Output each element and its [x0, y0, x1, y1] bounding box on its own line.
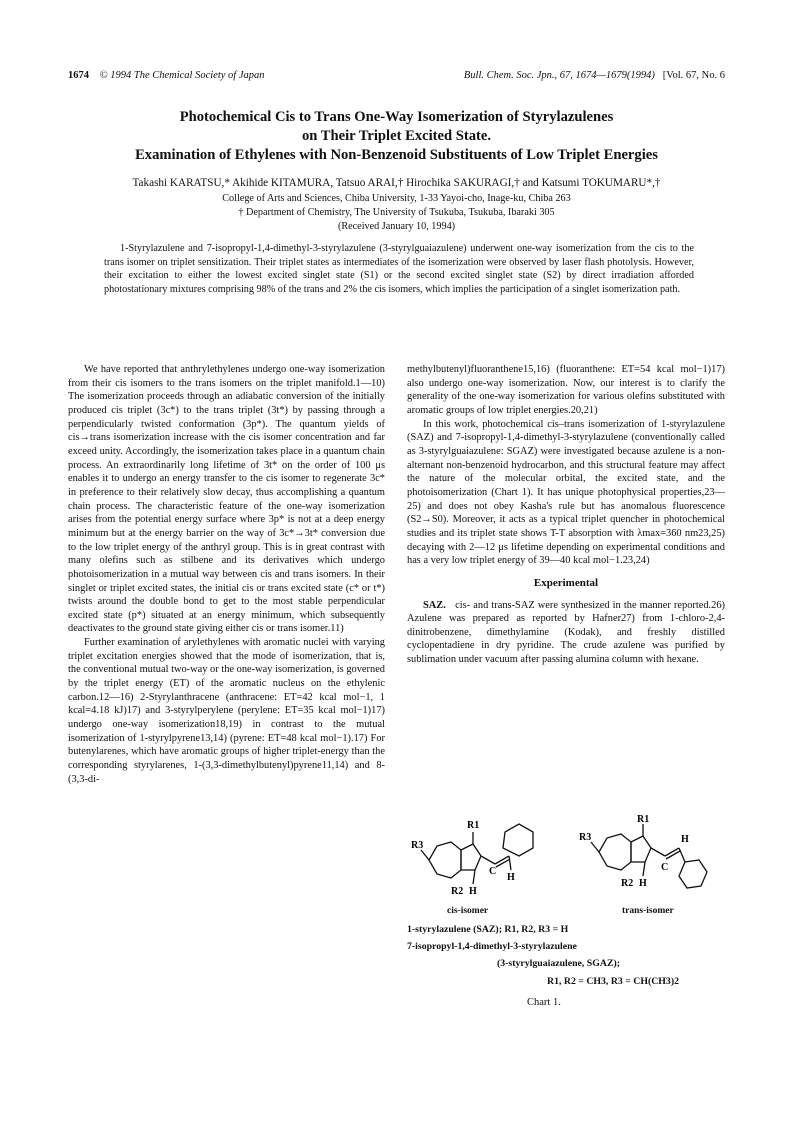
title-line-3: Examination of Ethylenes with Non-Benzenoid Substituents of Low Triplet Energies [135, 147, 658, 163]
title-line-2: on Their Triplet Excited State. [301, 128, 492, 144]
trans-h2: H [681, 834, 689, 845]
cis-r2: R2 [451, 886, 464, 897]
journal-citation: Bull. Chem. Soc. Jpn., 67, 1674—1679(1994) [463, 70, 655, 81]
trans-r1: R1 [637, 814, 650, 825]
cis-h2: H [507, 872, 515, 883]
experimental-paragraph [407, 599, 725, 667]
abstract: 1-Styrylazulene and 7-isopropyl-1,4-dimethyl-3-styrylazulene (3-styrylguaiazulene) underwent one-way isomerization from the cis to the trans isomer on triplet sensitization. Their triplet states as intermediates of the isomerization were observed by laser flash photolysis. However, their excitation to either the lowest excited singlet state (S1) or the second excited singlet state (S2) by direct irradiation afforded photostationary mixtures comprising 98% of the trans and 2% the cis isomers, which implies the participation of a singlet isomerization path. [104, 243, 694, 295]
trans-structure [591, 824, 707, 888]
section-heading-experimental: Experimental [533, 576, 599, 589]
trans-phenyl-ring [679, 860, 707, 888]
copyright-notice: © 1994 The Chemical Society of Japan [99, 70, 265, 81]
right-column [407, 363, 725, 667]
cis-seven-ring [429, 842, 461, 878]
trans-seven-ring [599, 834, 631, 870]
trans-isomer-label: trans-isomer [622, 906, 674, 916]
chart-1 [407, 812, 725, 1012]
chart-line-3: (3-styrylguaiazulene, SGAZ); [497, 958, 620, 969]
chart-line-1: 1-styrylazulene (SAZ); R1, R2, R3 = H [407, 924, 569, 935]
subsection-label-saz: SAZ. [423, 599, 446, 611]
cis-r1: R1 [467, 820, 480, 831]
experimental-text: cis- and trans-SAZ were synthesized in the manner reported.26) Azulene was prepared as reported by Hafner27) from 1-chloro-2,4-dinitrobenzene, dimethylamine (Kodak), and freshly distilled cyclopentadiene in dry pyridine. The crude azulene was purified by sublimation under vacuum after passing alumina column with hexane. [407, 599, 725, 666]
paper-title [68, 108, 725, 165]
cis-five-ring [461, 844, 481, 870]
page-number: 1674 [68, 70, 89, 81]
trans-h: H [639, 878, 647, 889]
intro-paragraph-4: In this work, photochemical cis–trans isomerization of 1-styrylazulene (SAZ) and 7-isopropyl-1,4-dimethyl-3-styrylazulene (conventionally called as 3-styrylguaiazulene: SGAZ) were investigated because azulene is a non-alternant non-benzenoid hydrocarbon, and this structural feature may affect the nature of the molecular orbital, the excited state, and the photoisomerization (Chart 1). It has unique photophysical properties,23—25) and does not obey Kasha's rule but has anomalous fluorescence (S2→S0). Moreover, it acts as a typical triplet quencher in photochemical studies and its triplet state shows T-T absorption with λmax=360 nm23,25) decaying with 2—12 μs lifetime depending on experimental conditions and has a very low triplet energy of 39—40 kcal mol−1.23,24) [407, 418, 725, 567]
header-right [464, 70, 725, 81]
intro-paragraph-2: Further examination of arylethylenes with aromatic nuclei with varying triplet excitation energies showed that the mode of isomerization, that is, the conventional mutual two-way or the one-way isomerization, is governed by the triplet energy (ET) of the aromatic nucleus on the ethylenic carbon.12—16) 2-Styrylanthracene (anthracene: ET=42 kcal mol−1, 1 kcal=4.18 kJ)17) and 3-styrylperylene (perylene: ET=35 kcal mol−1)17) undergo one-way isomerization18,19) in contrast to the mutual isomerization of 1-styrylpyrene13,14) (pyrene: ET=48 kcal mol−1).17) For butenylarenes, which have aromatic groups of higher triplet-energy than the corresponding styrylarenes, 1-(3,3-dimethylbutenyl)pyrene11,14) and 8-(3,3-di- [68, 637, 385, 785]
cis-r3: R3 [411, 840, 424, 851]
trans-c: C [661, 862, 669, 873]
trans-r2: R2 [621, 878, 634, 889]
chart-line-2: 7-isopropyl-1,4-dimethyl-3-styrylazulene [407, 941, 577, 952]
cis-isomer-label: cis-isomer [447, 906, 489, 916]
header-left [68, 70, 265, 81]
chart-caption: Chart 1. [527, 997, 561, 1008]
title-line-1: Photochemical Cis to Trans One-Way Isomerization of Styrylazulenes [179, 109, 614, 125]
trans-five-ring [631, 836, 651, 862]
volume-info: [Vol. 67, No. 6 [662, 70, 725, 81]
cis-structure [421, 824, 533, 884]
chart-line-4: R1, R2 = CH3, R3 = CH(CH3)2 [547, 976, 679, 987]
received-date: (Received January 10, 1994) [337, 221, 456, 232]
cis-c: C [489, 866, 497, 877]
intro-paragraph-1: We have reported that anthrylethylenes undergo one-way isomerization from their cis isomers to the trans isomers on the triplet manifold.1—10) The isomerization proceeds through an adiabatic conversion of the initially produced cis triplet (3c*) to the trans triplet (3t*) by passing through a perpendicularly twisted conformation (3p*). The quantum yields of cis→trans isomerization increase with the cis isomer concentration and far exceed unity. Accordingly, the isomerization takes place in a quantum chain process. An extraordinarily long lifetime of 3t* on the order of 100 μs enables it to undergo an energy transfer to the cis isomer to regenerate 3c* in preference to their relatively slow decay, thus accomplishing a quantum chain process. The characteristic feature of the one-way isomerization arises from the potential energy surface where 3p* is not at a deep energy minimum but at the energy barrier on the way of 3c*→3t* conversion due to the low triplet energy of the anthryl group. This is in great contrast with many olefins such as stilbene and its derivatives which undergo photoisomerization in a mutual way between cis and trans isomers. In their singlet or triplet excited states, the initial cis or trans excited state (c* or t*) twists around the double bond to get to the most stable perpendicular excited state (p*) situated at an energy minimum, which subsequently deactivates to the ground state giving either cis or trans isomer.11) [68, 364, 385, 635]
affiliation-2: † Department of Chemistry, The University of Tsukuba, Tsukuba, Ibaraki 305 [238, 207, 555, 218]
trans-r3: R3 [579, 832, 592, 843]
author-list: Takashi KARATSU,* Akihide KITAMURA, Tatsuo ARAI,† Hirochika SAKURAGI,† and Katsumi TOKUMARU*,† [132, 177, 661, 189]
cis-h1: H [469, 886, 477, 897]
affiliation-1: College of Arts and Sciences, Chiba University, 1-33 Yayoi-cho, Inage-ku, Chiba 263 [222, 193, 571, 204]
intro-paragraph-3: methylbutenyl)fluoranthene15,16) (fluoranthene: ET=54 kcal mol−1)17) also undergo one-way isomerization. Now, our interest is to clarify the generality of the one-way isomerization for various olefins substituted with aromatic groups of low triplet energies.20,21) [407, 364, 725, 416]
cis-phenyl-ring [503, 824, 533, 856]
left-column [68, 363, 385, 786]
